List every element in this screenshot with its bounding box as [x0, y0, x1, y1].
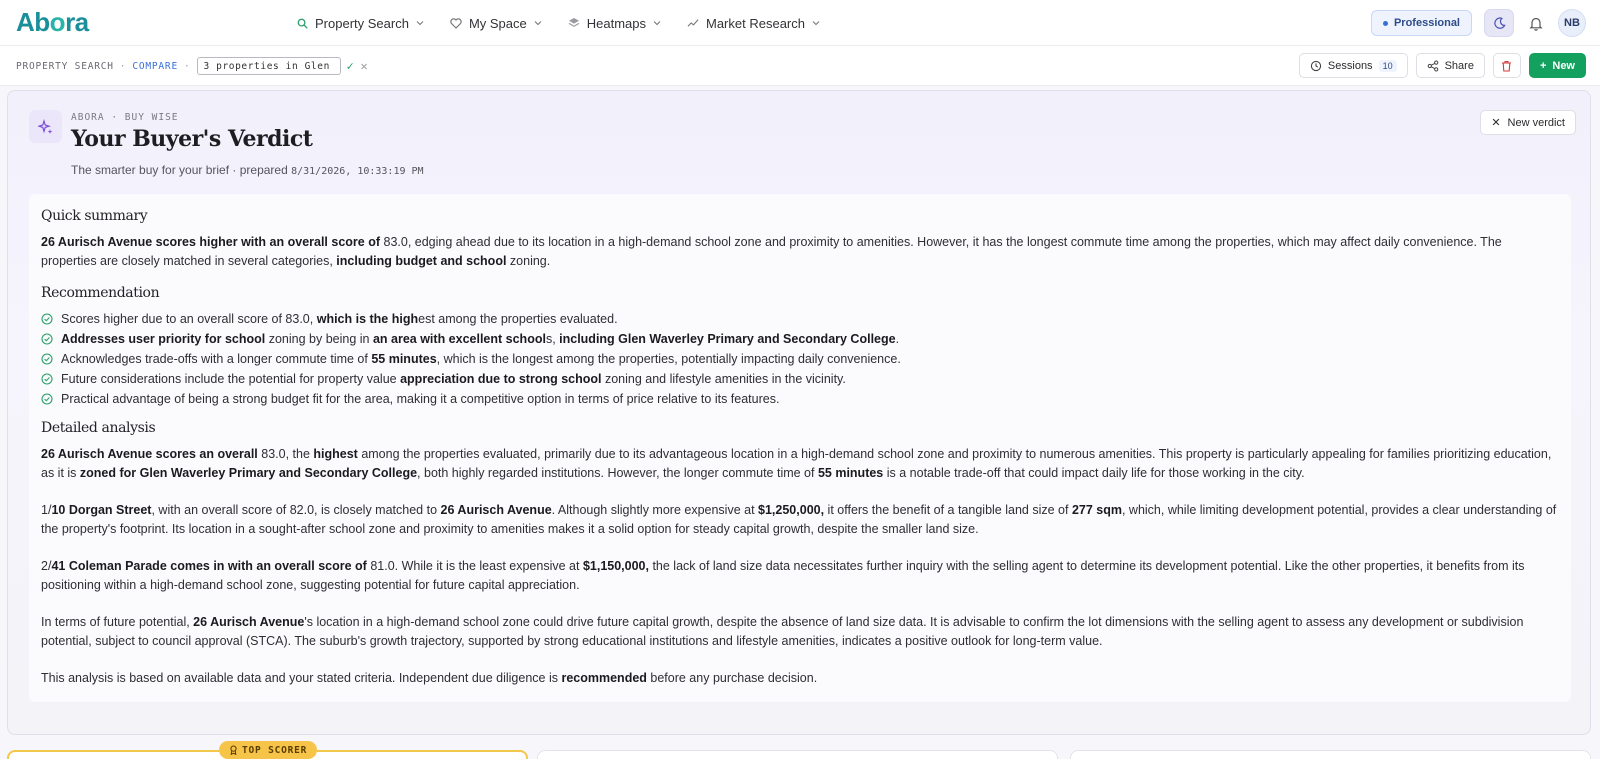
- prepared-timestamp: 8/31/2026, 10:33:19 PM: [291, 166, 424, 177]
- sessions-button[interactable]: [1299, 53, 1408, 78]
- list-item: Scores higher due to an overall score of 83.0, which is the highest among the properties evaluated.: [41, 309, 1559, 329]
- verdict-subtitle: [71, 163, 424, 177]
- nav-label: Property Search: [315, 15, 409, 31]
- close-icon: ✕: [1491, 117, 1501, 129]
- list-item: Addresses user priority for school zoning by being in an area with excellent schools, including Glen Waverley Primary and Secondary College.: [41, 329, 1559, 349]
- chevron-down-icon: [812, 19, 820, 27]
- check-circle-icon: [41, 393, 53, 405]
- buyers-verdict-panel: [7, 90, 1591, 735]
- plan-badge[interactable]: [1371, 10, 1472, 36]
- new-compare-button[interactable]: [1529, 53, 1586, 78]
- check-circle-icon: [41, 333, 53, 345]
- breadcrumb-separator: ·: [183, 60, 191, 72]
- new-verdict-label: New verdict: [1507, 116, 1565, 129]
- property-card[interactable]: [1070, 750, 1591, 759]
- delete-session-button[interactable]: [1493, 53, 1521, 78]
- chevron-down-icon: [653, 19, 661, 27]
- share-icon: [1427, 60, 1439, 72]
- plan-dot-icon: [1383, 21, 1388, 26]
- check-circle-icon: [41, 373, 53, 385]
- trash-icon: [1501, 60, 1512, 72]
- analysis-paragraph: 2/41 Coleman Parade comes in with an overall score of 81.0. While it is the least expensive at $1,150,000, the lack of land size data necessitates further inquiry with the selling agent to determine its development potential. Like the other properties, it benefits from its positioning within a high-demand school zone, suggesting potential for future capital appreciation.: [41, 559, 1525, 592]
- notifications-button[interactable]: [1526, 13, 1546, 33]
- plus-icon: +: [1539, 59, 1547, 72]
- verdict-report: [29, 194, 1571, 702]
- confirm-rename-icon[interactable]: ✓: [346, 59, 355, 73]
- nav-right-group: [1371, 0, 1586, 46]
- disclaimer-paragraph: This analysis is based on available data and your stated criteria. Independent due diligence is recommended before any purchase decision.: [41, 671, 818, 685]
- breadcrumb-separator: ·: [119, 60, 127, 72]
- plan-label: Professional: [1393, 17, 1460, 29]
- chevron-down-icon: [416, 19, 424, 27]
- layers-icon: [568, 17, 580, 29]
- heart-icon: [450, 17, 462, 29]
- history-icon: [1310, 60, 1322, 72]
- breadcrumb-compare[interactable]: COMPARE: [132, 60, 178, 72]
- sparkle-icon: [29, 110, 62, 143]
- top-navigation: [0, 0, 1600, 46]
- analysis-paragraph: 1/10 Dorgan Street, with an overall score of 82.0, is closely matched to 26 Aurisch Avenue. Although slightly more expensive at $1,250,000, it offers the benefit of a tangible land size of 277 sqm, which, while limiting development potential, provides a clear understanding of the property's footprint. Its location in a sought-after school zone and proximity to amenities makes it a solid option for steady capital growth, despite the smaller land size.: [41, 503, 1557, 536]
- nav-label: Heatmaps: [586, 15, 646, 31]
- share-label: Share: [1444, 59, 1474, 72]
- verdict-eyebrow: ABORA · BUY WISE: [71, 112, 179, 123]
- compare-toolbar: [0, 46, 1600, 86]
- list-item: Practical advantage of being a strong budget fit for the area, making it a competitive option in terms of price relative to its features.: [41, 389, 1559, 409]
- nav-property-search[interactable]: [296, 16, 424, 31]
- detailed-analysis-heading: Detailed analysis: [41, 420, 156, 436]
- list-item: Future considerations include the potential for property value appreciation due to strong school zoning and lifestyle amenities in the vicinity.: [41, 369, 1559, 389]
- analysis-paragraph: 26 Aurisch Avenue scores an overall 83.0, the highest among the properties evaluated, primarily due to its advantageous location in a high-demand school zone and proximity to numerous amenities. This property is particularly appealing for families prioritizing education, as it is zoned for Glen Waverley Primary and Secondary College, both highly regarded institutions. However, the longer commute time of 55 minutes is a notable trade-off that could impact daily life for those working in the city.: [41, 447, 1552, 480]
- bell-icon: [1529, 16, 1543, 31]
- nav-my-space[interactable]: [450, 16, 542, 31]
- top-scorer-badge: [219, 741, 317, 759]
- breadcrumb: [16, 57, 369, 75]
- sessions-label: Sessions: [1327, 59, 1373, 72]
- property-card[interactable]: [537, 750, 1058, 759]
- sessions-count-badge: 10: [1379, 60, 1397, 72]
- recommendation-heading: Recommendation: [41, 285, 160, 301]
- recommendation-list: [41, 309, 1559, 409]
- analysis-paragraph: In terms of future potential, 26 Aurisch Avenue's location in a high-demand school zone could drive future capital growth, despite the absence of land size data. It is advisable to confirm the lot dimensions with the selling agent to assess any development or subdivision potential, subject to council approval (STCA). The suburb's growth trajectory, supported by strong educational institutions and lifestyle amenities, indicates a positive outlook for long-term value.: [41, 615, 1524, 648]
- subtitle-text: The smarter buy for your brief · prepared: [71, 163, 292, 177]
- new-label: New: [1552, 59, 1575, 72]
- app-logo[interactable]: Abora: [16, 7, 89, 37]
- check-circle-icon: [41, 353, 53, 365]
- theme-toggle-button[interactable]: [1484, 9, 1514, 37]
- new-verdict-button[interactable]: [1480, 110, 1576, 135]
- search-icon: [296, 17, 308, 29]
- avatar[interactable]: NB: [1558, 9, 1586, 37]
- nav-market-research[interactable]: [687, 16, 820, 31]
- nav-heatmaps[interactable]: [568, 16, 661, 31]
- nav-label: Market Research: [706, 15, 805, 31]
- award-icon: [229, 745, 238, 755]
- list-item: Acknowledges trade-offs with a longer commute time of 55 minutes, which is the longest among the properties, potentially impacting daily convenience.: [41, 349, 1559, 369]
- quick-summary-text: 26 Aurisch Avenue scores higher with an overall score of 83.0, edging ahead due to its location in a high-demand school zone and proximity to amenities. However, it has the longest commute time among the properties, which may affect daily convenience. The properties are closely matched in several categories, including budget and school zoning.: [41, 235, 1502, 268]
- cancel-rename-icon[interactable]: ✕: [360, 59, 369, 73]
- session-name-input[interactable]: 3 properties in Glen: [197, 57, 341, 75]
- moon-icon: [1493, 17, 1506, 30]
- quick-summary-heading: Quick summary: [41, 208, 148, 224]
- nav-label: My Space: [468, 15, 527, 31]
- top-badge-label: TOP SCORER: [242, 744, 308, 756]
- share-button[interactable]: [1416, 53, 1485, 78]
- toolbar-actions: [1299, 53, 1586, 78]
- main-menu: [296, 0, 820, 46]
- breadcrumb-root[interactable]: PROPERTY SEARCH: [16, 60, 114, 72]
- trend-icon: [687, 17, 699, 29]
- chevron-down-icon: [534, 19, 542, 27]
- check-circle-icon: [41, 313, 53, 325]
- page-title: Your Buyer's Verdict: [71, 126, 313, 152]
